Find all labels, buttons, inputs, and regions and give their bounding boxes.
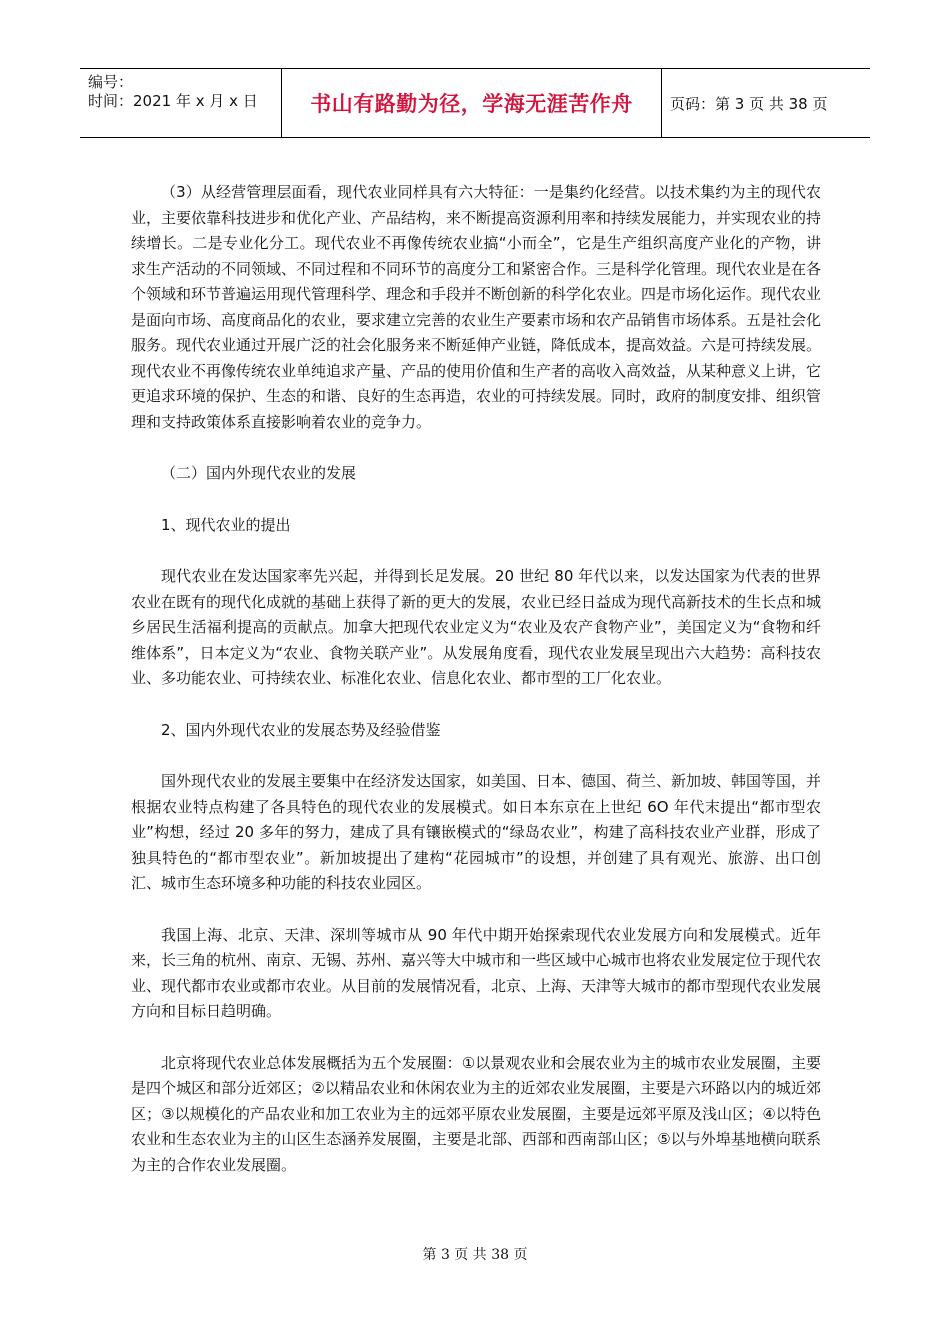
date-label: 时间：2021 年 x 月 x 日 <box>88 92 258 110</box>
header-meta <box>80 69 282 137</box>
header-page-cell <box>662 69 870 137</box>
paragraph-domestic: 我国上海、北京、天津、深圳等城市从 90 年代中期开始探索现代农业发展方向和发展模式。近年来，长三角的杭州、南京、无锡、苏州、嘉兴等大中城市和一些区域中心城市也将农业发展定位于现代农业、现代都市农业或都市农业。从目前的发展情况看，北京、上海、天津等大城市的都市型现代农业发展方向和目标日趋明确。 <box>131 925 822 1020</box>
section-heading: （二）国内外现代农业的发展 <box>161 464 357 482</box>
subsection-heading-1: 1、现代农业的提出 <box>161 515 291 534</box>
page-header <box>80 68 870 138</box>
paragraph-beijing: 北京将现代农业总体发展概括为五个发展圈：①以景观农业和会展农业为主的城市农业发展圈，主要是四个城区和部分近郊区；②以精品农业和休闲农业为主的近郊农业发展圈，主要是六环路以内的城近郊区；③以规模化的产品农业和加工农业为主的远郊平原农业发展圈，主要是远郊平原及浅山区；④以特色农业和生态农业为主的山区生态涵养发展圈，主要是北部、西部和西南部山区；⑤以与外埠基地横向联系为主的合作农业发展圈。 <box>131 1053 821 1174</box>
number-label: 编号： <box>88 73 134 91</box>
motto: 书山有路勤为径，学海无涯苦作舟 <box>310 92 633 116</box>
paragraph-management-features: （3）从经营管理层面看，现代农业同样具有六大特征：一是集约化经营。以技术集约为主的现代农业，主要依靠科技进步和优化产业、产品结构，来不断提高资源利用率和持续发展能力，并实现农业的持续增长。二是专业化分工。现代农业不再像传统农业搞“小而全”，它是生产组织高度产业化的产物，讲求生产活动的不同领域、不同过程和不同环节的高度分工和紧密合作。三是科学化管理。现代农业是在各个领域和环节普遍运用现代管理科学、理念和手段并不断创新的科学化农业。四是市场化运作。现代农业是面向市场、高度商品化的农业，要求建立完善的农业生产要素市场和农产品销售市场体系。五是社会化服务。现代农业通过开展广泛的社会化服务来不断延伸产业链，降低成本，提高效益。六是可持续发展。现代农业不再像传统农业单纯追求产量、产品的使用价值和生产者的高收入高效益，从某种意义上讲，它更追求环境的保护、生态的和谐、良好的生态再造，农业的可持续发展。同时，政府的制度安排、组织管理和支持政策体系直接影响着农业的竞争力。 <box>131 183 822 431</box>
document-body <box>131 180 821 1178</box>
page-footer: 第 3 页 共 38 页 <box>422 1247 528 1263</box>
page-label: 页码：第 3 页 共 38 页 <box>670 94 828 113</box>
paragraph-foreign: 国外现代农业的发展主要集中在经济发达国家，如美国、日本、德国、荷兰、新加坡、韩国等国，并根据农业特点构建了各具特色的现代农业的发展模式。如日本东京在上世纪 6O 年代末提出“都市型农业”构想，经过 20 多年的努力，建成了具有镶嵌模式的“绿岛农业”，构建了高科技农业产业群，形成了独具特色的“都市型农业”。新加坡提出了建构“花园城市”的设想，并创建了具有观光、旅游、出口创汇、城市生态环境多种功能的科技农业园区。 <box>131 772 822 892</box>
subsection-heading-2: 2、国内外现代农业的发展态势及经验借鉴 <box>161 720 441 739</box>
paragraph-origin: 现代农业在发达国家率先兴起，并得到长足发展。20 世纪 80 年代以来，以发达国家为代表的世界农业在既有的现代化成就的基础上获得了新的更大的发展，农业已经日益成为现代高新技术的生长点和城乡居民生活福利提高的贡献点。加拿大把现代农业定义为“农业及农产食物产业”，美国定义为“食物和纤维体系”，日本定义为“农业、食物关联产业”。从发展角度看，现代农业发展呈现出六大趋势：高科技农业、多功能农业、可持续农业、标准化农业、信息化农业、都市型的工厂化农业。 <box>131 567 822 687</box>
header-motto-cell <box>282 69 662 137</box>
